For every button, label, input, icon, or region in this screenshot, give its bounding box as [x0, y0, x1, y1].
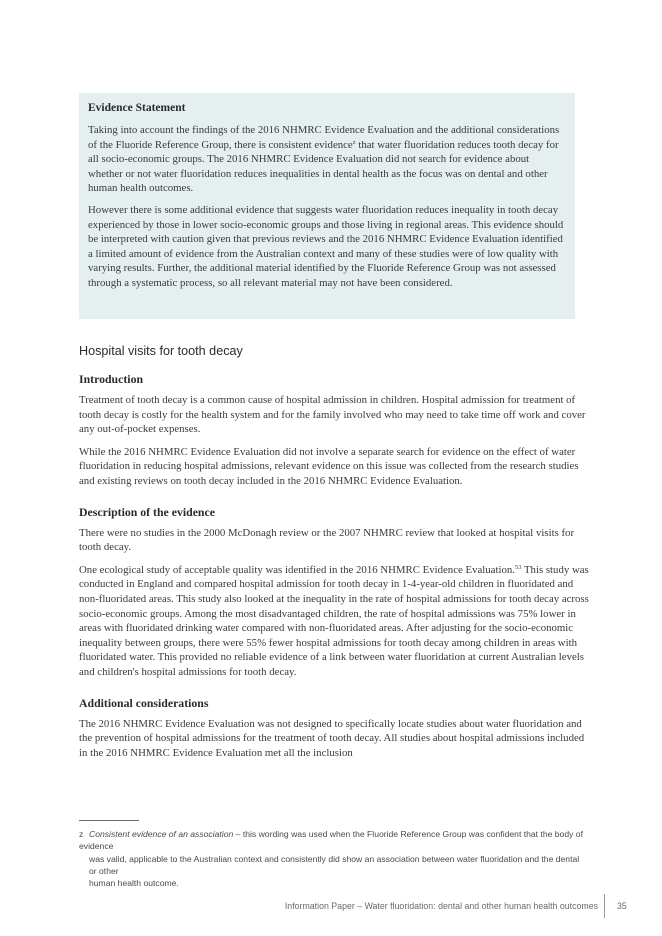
footnote-line-3: human health outcome. — [89, 878, 179, 889]
additional-paragraph-1: The 2016 NHMRC Evidence Evaluation was not designed to specifically locate studies about water fluoridation and the prevention of hospital admissions for the treatment of tooth decay. All studies about hospital admissions included in the 2016 NHMRC Evidence Evaluation met all the inclusion — [79, 717, 585, 759]
description-paragraph-2 — [79, 563, 589, 680]
description-paragraph-1: There were no studies in the 2000 McDonagh review or the 2007 NHMRC review that looked at hospital visits for tooth decay. — [79, 526, 575, 554]
footnote-line-2: was valid, applicable to the Australian context and consistently did show an association between water fluoridation and the dental or other — [89, 853, 580, 876]
footer-document-title: Information Paper – Water fluoridation: dental and other human health outcomes — [284, 901, 598, 911]
additional-considerations-heading: Additional considerations — [79, 695, 209, 710]
evidence-para1-text-b: that water fluoridation reduces tooth decay for all socio-economic groups. The 2016 NHMRC Evidence Evaluation did not search for evidence about whether or not water fluoridation reduces inequalities in dental health as the focus was on dental and other human health outcomes. — [88, 138, 559, 195]
introduction-paragraph-2: While the 2016 NHMRC Evidence Evaluation did not involve a separate search for evidence on the effect of water fluoridation in reducing hospital admissions, relevant evidence on this issue was collected from the research studies and existing reviews on tooth decay included in the 2016 NHMRC Evidence Evaluation. — [79, 445, 579, 487]
description-para2-text-a: One ecological study of acceptable quality was identified in the 2016 NHMRC Evidence Evaluation. — [79, 563, 515, 576]
description-heading: Description of the evidence — [79, 504, 215, 519]
footer-divider — [604, 894, 605, 918]
evidence-statement-paragraph-2: However there is some additional evidence that suggests water fluoridation reduces inequality in tooth decay experienced by those in lower socio-economic groups and those living in regional areas. This evidence should be interpreted with caution given that previous reviews and the 2016 NHMRC Evidence Evaluation identified a limited amount of evidence from the Australian context and many of these studies were of low quality with varying results. Further, the additional material identified by the Fluoride Reference Group was not assessed through a systematic process, so all relevant material may not have been considered. — [88, 203, 564, 289]
footnote-marker: z — [79, 829, 84, 839]
evidence-statement-heading: Evidence Statement — [88, 102, 186, 114]
footnote-term: Consistent evidence of an association — [89, 829, 234, 839]
introduction-paragraph-1: Treatment of tooth decay is a common cause of hospital admission in children. Hospital admission for treatment of tooth decay is costly for the health system and for the family involved who may need to take time off work and cover any out-of-pocket expenses. — [79, 394, 586, 436]
evidence-para1-text-a: Taking into account the findings of the 2016 NHMRC Evidence Evaluation and the additional considerations of the Fluoride Reference Group, there is consistent evidence — [88, 124, 560, 151]
footnote-reference-z: z — [352, 138, 356, 146]
footnote-line-1 — [79, 828, 589, 853]
main-content — [79, 372, 589, 768]
description-para2-text-b: This study was conducted in England and compared hospital admission for tooth decay in 1-4-year-old children in fluoridated and non-fluoridated areas. This study also looked at the inequality in the rate of hospital admissions for tooth decay across socio-economic groups. Among the most disadvantaged children, the rate of hospital admissions was 75% lower in areas with fluoridated drinking water compared with non-fluoridated areas. After adjusting for the socio-economic inequality between groups, there were 55% fewer hospital admissions for tooth decay among children in areas with fluoridated water. This provided no reliable evidence of a link between water fluoridation at current Australian levels and children's hospital admissions for tooth decay. — [79, 563, 589, 678]
evidence-statement-box — [79, 93, 575, 319]
citation-reference: 53 — [514, 563, 522, 571]
footnote-text: – this wording was used when the Fluoride Reference Group was confident that the body of evidence — [79, 829, 583, 852]
introduction-heading: Introduction — [79, 372, 144, 386]
section-title: Hospital visits for tooth decay — [79, 344, 243, 358]
evidence-statement-paragraph-1 — [88, 123, 566, 196]
footnote-divider — [79, 820, 139, 821]
page-number: 35 — [617, 901, 627, 911]
footnote — [79, 828, 589, 889]
